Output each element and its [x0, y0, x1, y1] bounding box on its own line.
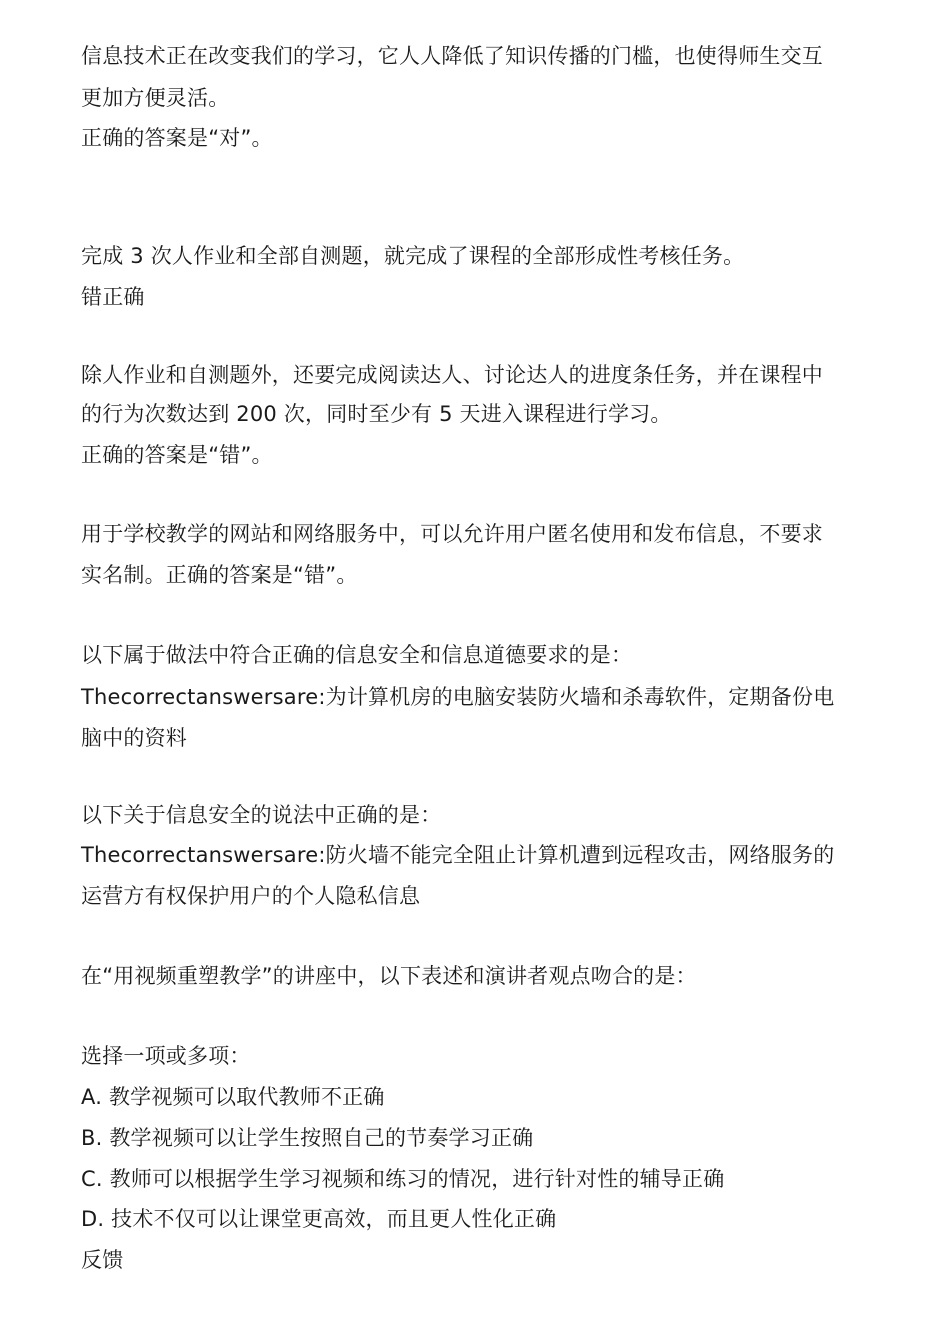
- text-line: 用于学校教学的网站和网络服务中，可以允许用户匿名使用和发布信息，不要求: [81, 522, 823, 546]
- option-c: C. 教师可以根据学生学习视频和练习的情况，进行针对性的辅导正确: [81, 1167, 725, 1191]
- text-line: 除人作业和自测题外，还要完成阅读达人、讨论达人的进度条任务，并在课程中: [81, 363, 823, 387]
- text-line: 脑中的资料: [81, 726, 187, 750]
- text-line: 正确的答案是“对”。: [81, 126, 273, 150]
- text-line: 以下属于做法中符合正确的信息安全和信息道德要求的是：: [81, 643, 633, 667]
- text-line: 错正确: [81, 285, 145, 309]
- text-line: Thecorrectanswersare:为计算机房的电脑安装防火墙和杀毒软件，定期备份电: [81, 685, 835, 709]
- text-line: 更加方便灵活。: [81, 86, 230, 110]
- text-line: 在“用视频重塑教学”的讲座中，以下表述和演讲者观点吻合的是：: [81, 964, 697, 988]
- option-a: A. 教学视频可以取代教师不正确: [81, 1085, 385, 1109]
- text-line: Thecorrectanswersare:防火墙不能完全阻止计算机遭到远程攻击，网络服务的: [81, 843, 835, 867]
- text-line: 运营方有权保护用户的个人隐私信息: [81, 884, 421, 908]
- text-line: 的行为次数达到 200 次，同时至少有 5 天进入课程进行学习。: [81, 402, 672, 426]
- text-line: 信息技术正在改变我们的学习，它人人降低了知识传播的门槛，也使得师生交互: [81, 44, 823, 68]
- text-line: 实名制。正确的答案是“错”。: [81, 563, 358, 587]
- text-line: 完成 3 次人作业和全部自测题，就完成了课程的全部形成性考核任务。: [81, 244, 745, 268]
- option-d: D. 技术不仅可以让课堂更高效，而且更人性化正确: [81, 1207, 557, 1231]
- text-line: 以下关于信息安全的说法中正确的是：: [81, 803, 442, 827]
- option-b: B. 教学视频可以让学生按照自己的节奏学习正确: [81, 1126, 534, 1150]
- feedback-label: 反馈: [81, 1248, 124, 1272]
- text-line: 正确的答案是“错”。: [81, 443, 273, 467]
- text-line: 选择一项或多项：: [81, 1044, 251, 1068]
